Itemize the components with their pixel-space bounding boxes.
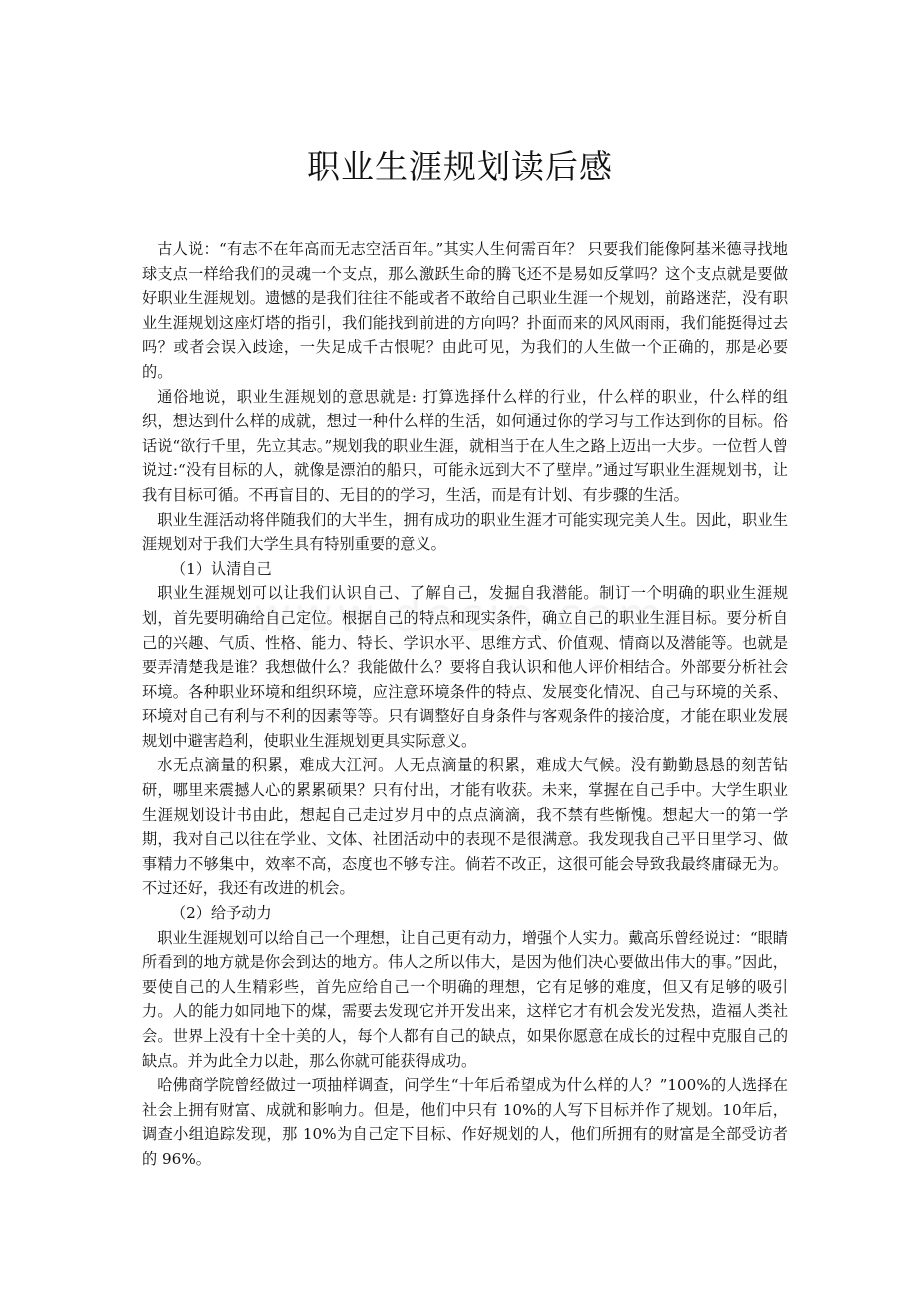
document-title: 职业生涯规划读后感 (307, 147, 613, 186)
paragraph-harvard-survey: 哈佛商学院曾经做过一项抽样调查，问学生“十年后希望成为什么样的人？”100%的人选择在社会上拥有财富、成就和影响力。但是，他们中只有 10%的人写下目标并作了规划。10年后，调查小组追踪发现，那 10%为自己定下目标、作好规划的人，他们所拥有的财富是全部受访者的 96%。 (142, 1076, 788, 1168)
section-heading-2: （2）给予动力 (170, 904, 272, 923)
document-body (142, 237, 788, 1172)
paragraph-motivation: 职业生涯规划可以给自己一个理想，让自己更有动力，增强个人实力。戴高乐曾经说过：“眼睛所看到的地方就是你会到达的地方。伟人之所以伟大，是因为他们决心要做出伟大的事。”因此，要使自己的人生精彩些，首先应给自己一个明确的理想，它有足够的难度，但又有足够的吸引力。人的能力如同地下的煤，需要去发现它并开发出来，这样它才有机会发光发热，造福人类社会。世界上没有十全十美的人，每个人都有自己的缺点，如果你愿意在成长的过程中克服自己的缺点。并为此全力以赴，那么你就可能获得成功。 (142, 928, 788, 1070)
paragraph-accumulation: 水无点滴量的积累，难成大江河。人无点滴量的积累，难成大气候。没有勤勤恳恳的刻苦钻研，哪里来震撼人心的累累硕果？只有付出，才能有收获。未来，掌握在自己手中。大学生职业生涯规划设计书由此，想起自己走过岁月中的点点滴滴，我不禁有些惭愧。想起大一的第一学期，我对自己以往在学业、文体、社团活动中的表现不是很满意。我发现我自己平日里学习、做事精力不够集中，效率不高，态度也不够专注。倘若不改正，这很可能会导致我最终庸碌无为。不过还好，我还有改进的机会。 (142, 756, 788, 898)
paragraph-significance: 职业生涯活动将伴随我们的大半生，拥有成功的职业生涯才可能实现完美人生。因此，职业生涯规划对于我们大学生具有特别重要的意义。 (142, 510, 788, 554)
paragraph-definition: 通俗地说，职业生涯规划的意思就是: 打算选择什么样的行业，什么样的职业，什么样的组织，想达到什么样的成就，想过一种什么样的生活，如何通过你的学习与工作达到你的目标。俗话说“欲行千里，先立其志。”规划我的职业生涯，就相当于在人生之路上迈出一大步。一位哲人曾说过:“没有目标的人，就像是漂泊的船只，可能永远到大不了壁岸。”通过写职业生涯规划书，让我有目标可循。不再盲目的、无目的的学习，生活，而是有计划、有步骤的生活。 (142, 387, 788, 504)
section-heading-1: （1）认清自己 (170, 559, 272, 578)
paragraph-know-yourself: 职业生涯规划可以让我们认识自己、了解自己，发掘自我潜能。制订一个明确的职业生涯规划，首先要明确给自己定位。根据自己的特点和现实条件，确立自己的职业生涯目标。要分析自己的兴趣、气质、性格、能力、特长、学识水平、思维方式、价值观、情商以及潜能等。也就是要弄清楚我是谁？我想做什么？我能做什么？要将自我认识和他人评价相结合。外部要分析社会环境。各种职业环境和组织环境，应注意环境条件的特点、发展变化情况、自己与环境的关系、环境对自己有利与不利的因素等等。只有调整好自身条件与客观条件的接洽度，才能在职业发展规划中避害趋利，使职业生涯规划更具实际意义。 (142, 584, 788, 750)
paragraph-intro: 古人说：“有志不在年高而无志空活百年。”其实人生何需百年？ 只要我们能像阿基米德寻找地球支点一样给我们的灵魂一个支点，那么激跃生命的腾飞还不是易如反掌吗？这个支点就是要做好职业生涯规划。遗憾的是我们往往不能或者不敢给自己职业生涯一个规划，前路迷茫，没有职业生涯规划这座灯塔的指引，我们能找到前进的方向吗？扑面而来的风风雨雨，我们能挺得过去吗？或者会误入歧途，一失足成千古恨呢？由此可见，为我们的人生做一个正确的，那是必要的。 (142, 240, 788, 381)
